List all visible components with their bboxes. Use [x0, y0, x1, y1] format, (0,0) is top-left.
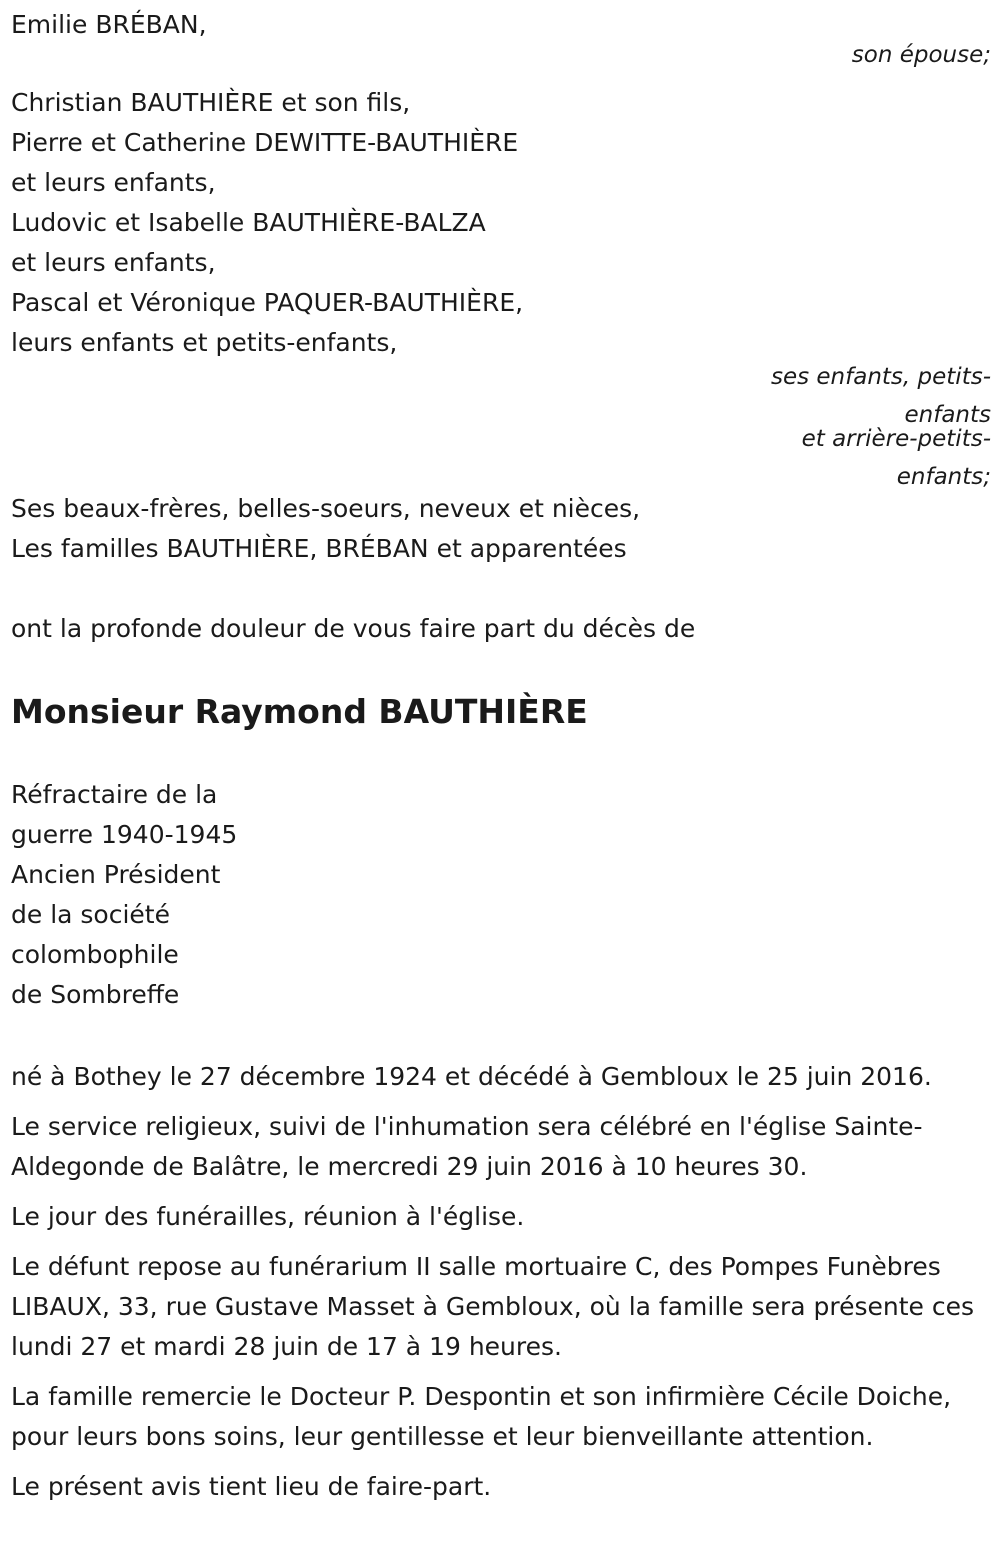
deceased-titles [11, 775, 991, 1015]
children-line: Pierre et Catherine DEWITTE-BAUTHIÈRE [11, 128, 519, 157]
title-line: de Sombreffe [11, 980, 180, 1009]
children-relation-line: et arrière-petits- [801, 426, 991, 452]
closing-note: Le présent avis tient lieu de faire-part. [11, 1472, 492, 1501]
obituary-notice [11, 5, 991, 1507]
funeral-details [11, 1057, 991, 1507]
title-line: Ancien Président [11, 860, 221, 889]
children-relation-line: enfants [904, 402, 991, 428]
other-relatives [11, 489, 991, 569]
children-line: Christian BAUTHIÈRE et son fils, [11, 88, 411, 117]
children-line: Ludovic et Isabelle BAUTHIÈRE-BALZA [11, 208, 486, 237]
title-line: colombophile [11, 940, 179, 969]
title-line: Réfractaire de la [11, 780, 218, 809]
birth-death-dates: né à Bothey le 27 décembre 1924 et décédé à Gembloux le 25 juin 2016. [11, 1062, 932, 1091]
title-line: de la société [11, 900, 170, 929]
relatives-line: Ses beaux-frères, belles-soeurs, neveux et nièces, [11, 494, 641, 523]
service-details: Le service religieux, suivi de l'inhumation sera célébré en l'église Sainte-Aldegonde de Balâtre, le mercredi 29 juin 2016 à 10 heures 30. [11, 1112, 923, 1181]
title-line: guerre 1940-1945 [11, 820, 238, 849]
deceased-name: Monsieur Raymond BAUTHIÈRE [11, 692, 588, 731]
children-relation-line: enfants; [896, 464, 991, 490]
children-line: Pascal et Véronique PAQUER-BAUTHIÈRE, [11, 288, 524, 317]
announcement-text: ont la profonde douleur de vous faire part du décès de [11, 614, 696, 643]
children-list [11, 83, 991, 363]
thanks-text: La famille remercie le Docteur P. Despontin et son infirmière Cécile Doiche, pour leurs bons soins, leur gentillesse et leur bienveillante attention. [11, 1382, 952, 1451]
relatives-line: Les familles BAUTHIÈRE, BRÉBAN et apparentées [11, 534, 627, 563]
funerarium-details: Le défunt repose au funérarium II salle mortuaire C, des Pompes Funèbres LIBAUX, 33, rue Gustave Masset à Gembloux, où la famille sera présente ces lundi 27 et mardi 28 juin de 17 à 19 heures. [11, 1252, 975, 1361]
children-relation [11, 365, 991, 489]
children-relation-line: ses enfants, petits- [770, 364, 991, 390]
children-line: et leurs enfants, [11, 168, 216, 197]
spouse-name: Emilie BRÉBAN, [11, 10, 207, 39]
children-line: leurs enfants et petits-enfants, [11, 328, 398, 357]
gathering-details: Le jour des funérailles, réunion à l'église. [11, 1202, 525, 1231]
spouse-relation: son épouse; [851, 42, 991, 68]
children-line: et leurs enfants, [11, 248, 216, 277]
